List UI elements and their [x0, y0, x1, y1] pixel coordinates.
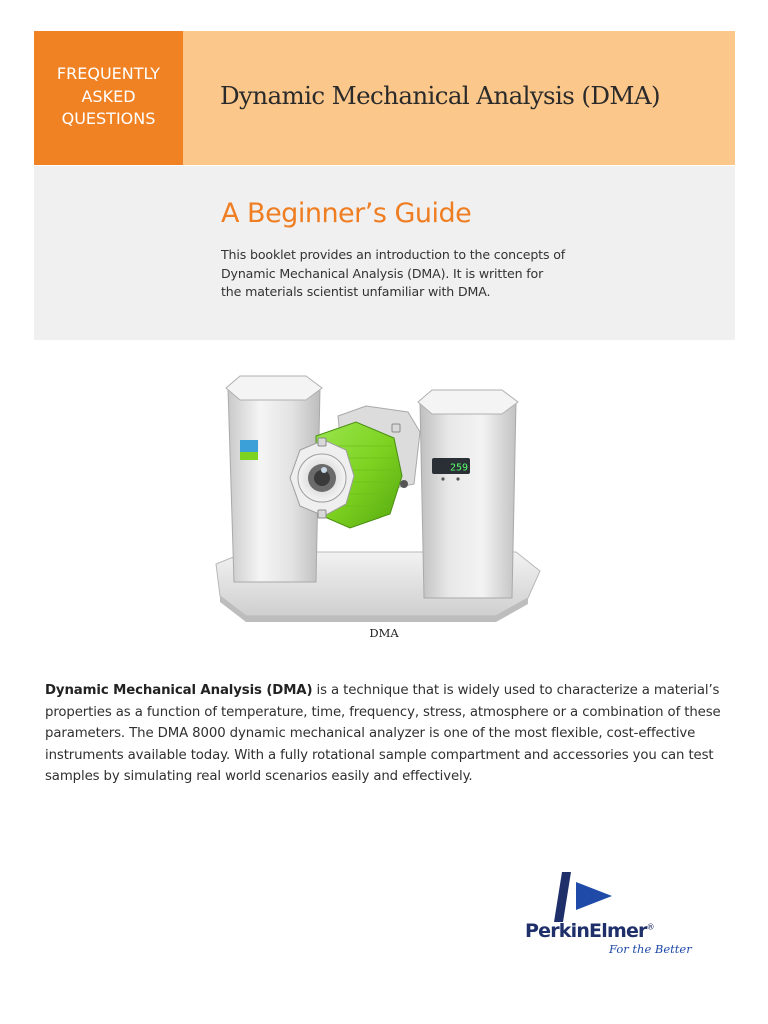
logo-wordmark: PerkinElmer: [525, 920, 647, 942]
faq-badge: [34, 31, 183, 165]
figure-caption: DMA: [369, 626, 399, 640]
guide-heading: A Beginner’s Guide: [221, 198, 472, 229]
body-paragraph: [45, 680, 725, 788]
perkinelmer-logo: [524, 872, 694, 962]
body-text: is a technique that is widely used to characterize a material’s properties as a function of temperature, time, frequency, stress, atmosphere or a combination of these parameters. The DMA 8000 dynamic mechanical analyzer is one of the most flexible, cost-effective instruments available today. With a fully rotational sample compartment and accessories you can test samples by simulating real world scenarios easily and effectively.: [45, 683, 721, 785]
perkinelmer-p-mark-icon: [554, 872, 616, 922]
dma-instrument-image: [206, 366, 550, 624]
intro-paragraph: This booklet provides an introduction to the concepts of Dynamic Mechanical Analysis (DMA). It is written for the materials scientist unfamiliar with DMA.: [221, 247, 566, 299]
document-title: Dynamic Mechanical Analysis (DMA): [220, 81, 660, 110]
body-lead-bold: Dynamic Mechanical Analysis (DMA): [45, 683, 313, 698]
logo-tagline: For the Better: [609, 942, 692, 956]
faq-label: FREQUENTLY ASKED QUESTIONS: [56, 64, 161, 129]
registered-mark: ®: [646, 922, 654, 932]
display-readout: 259: [449, 462, 469, 474]
